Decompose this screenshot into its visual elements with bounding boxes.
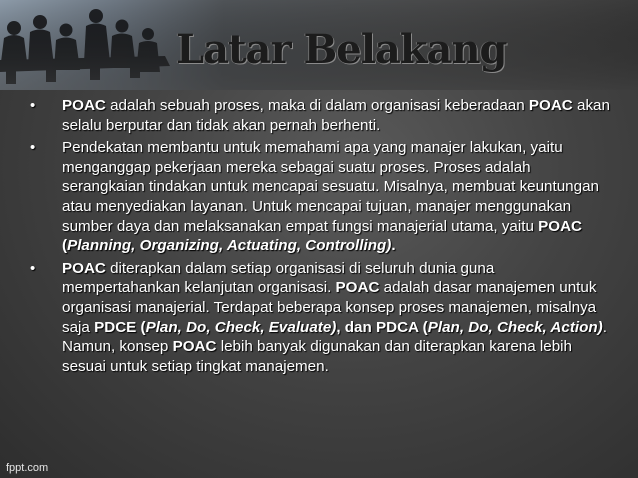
bullet-list xyxy=(24,96,614,379)
text-segment: Pendekatan membantu untuk memahami apa yang manajer lakukan, yaitu menganggap pekerjaan mereka sebagai suatu proses. Proses adalah serangkaian tindakan untuk mencapai sesuatu. Misalnya, membuat keuntungan atau menyediakan layanan. Untuk mencapai tujuan, manajer menggunakan sumber daya dan melaksanakan empat fungsi manajerial utama, yaitu xyxy=(62,139,599,235)
text-segment: POAC xyxy=(62,259,106,277)
bullet-text xyxy=(62,139,599,254)
text-segment: . xyxy=(391,237,396,255)
text-segment: POAC xyxy=(172,338,217,356)
watermark-text: fppt.com xyxy=(6,462,49,474)
bullet-item xyxy=(24,96,614,135)
text-segment: Planning, Organizing, Actuating, Controlling) xyxy=(67,237,392,255)
bullet-dot: • xyxy=(30,259,36,277)
text-segment: lebih banyak digunakan dan diterapkan karena lebih sesuai untuk setiap tingkat manajemen. xyxy=(62,338,572,375)
text-segment: POAC xyxy=(528,97,573,114)
text-segment: . Namun, konsep xyxy=(62,318,607,356)
text-segment: POAC xyxy=(335,279,380,297)
text-segment: adalah sebuah proses, maka di dalam organisasi keberadaan xyxy=(105,97,529,114)
text-segment: POAC ( xyxy=(62,217,583,255)
text-segment: diterapkan dalam setiap organisasi di seluruh dunia guna mempertahankan kelanjutan organisasi. xyxy=(62,259,495,297)
bullet-text xyxy=(62,260,607,375)
text-segment: adalah dasar manajemen untuk organisasi manajerial. Terdapat beberapa konsep proses manajemen, misalnya saja xyxy=(62,279,597,336)
bullet-item xyxy=(24,259,614,377)
bullet-dot: • xyxy=(30,97,36,114)
text-segment: PDCE ( xyxy=(94,318,146,336)
text-segment: , dan PDCA ( xyxy=(336,318,428,336)
bullet-dot: • xyxy=(30,139,36,157)
bullet-item xyxy=(24,138,614,256)
text-segment: POAC xyxy=(62,97,106,114)
slide-title: Latar Belakang xyxy=(176,26,507,73)
bullet-text xyxy=(62,97,610,134)
text-segment: Plan, Do, Check, Evaluate) xyxy=(145,318,337,336)
text-segment: Plan, Do, Check, Action) xyxy=(427,318,603,336)
text-segment: akan selalu berputar dan tidak akan pernah berhenti. xyxy=(62,97,610,134)
